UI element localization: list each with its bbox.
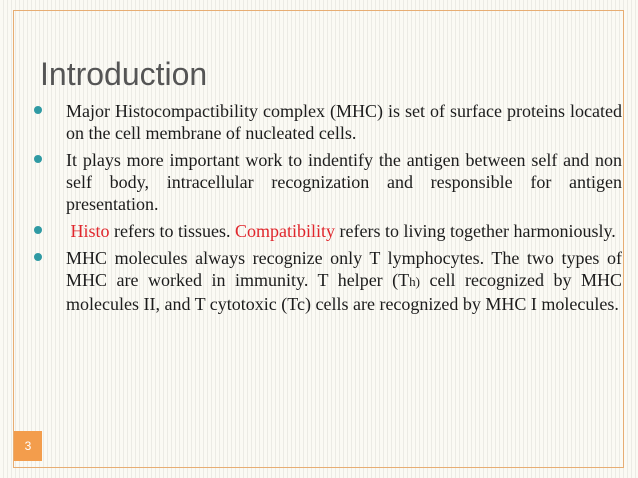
bullet-dot-icon (34, 226, 42, 234)
bullet-list (34, 100, 622, 320)
page-number-badge: 3 (14, 431, 42, 461)
bullet-text-part: refers to living together harmoniously. (335, 221, 616, 241)
bullet-text-part: cell recognized by MHC molecules II, and T cytotoxic (Tc) cells are recognized by MHC I molecules. (66, 270, 622, 314)
subscript-h: h) (409, 274, 421, 289)
bullet-text-part: MHC molecules always recognize only T lymphocytes. The two types of MHC are worked in immunity. T helper (T (66, 248, 622, 290)
bullet-dot-icon (34, 155, 42, 163)
bullet-text (66, 220, 622, 242)
bullet-dot-icon (34, 253, 42, 261)
list-item (34, 149, 622, 215)
bullet-text: Major Histocompactibility complex (MHC) is set of surface proteins located on the cell membrane of nucleated cells. (66, 101, 622, 143)
list-item (34, 100, 622, 144)
bullet-dot-icon (34, 106, 42, 114)
highlight-compatibility: Compatibility (235, 221, 336, 241)
highlight-histo: Histo (70, 221, 110, 241)
bullet-text-part: refers to tissues. (109, 221, 235, 241)
bullet-text (66, 247, 622, 315)
slide-title: Introduction (40, 56, 208, 92)
list-item (34, 247, 622, 315)
bullet-text: It plays more important work to indentify the antigen between self and non self body, intracellular recognization and responsible for antigen presentation. (66, 150, 622, 214)
list-item (34, 220, 622, 242)
